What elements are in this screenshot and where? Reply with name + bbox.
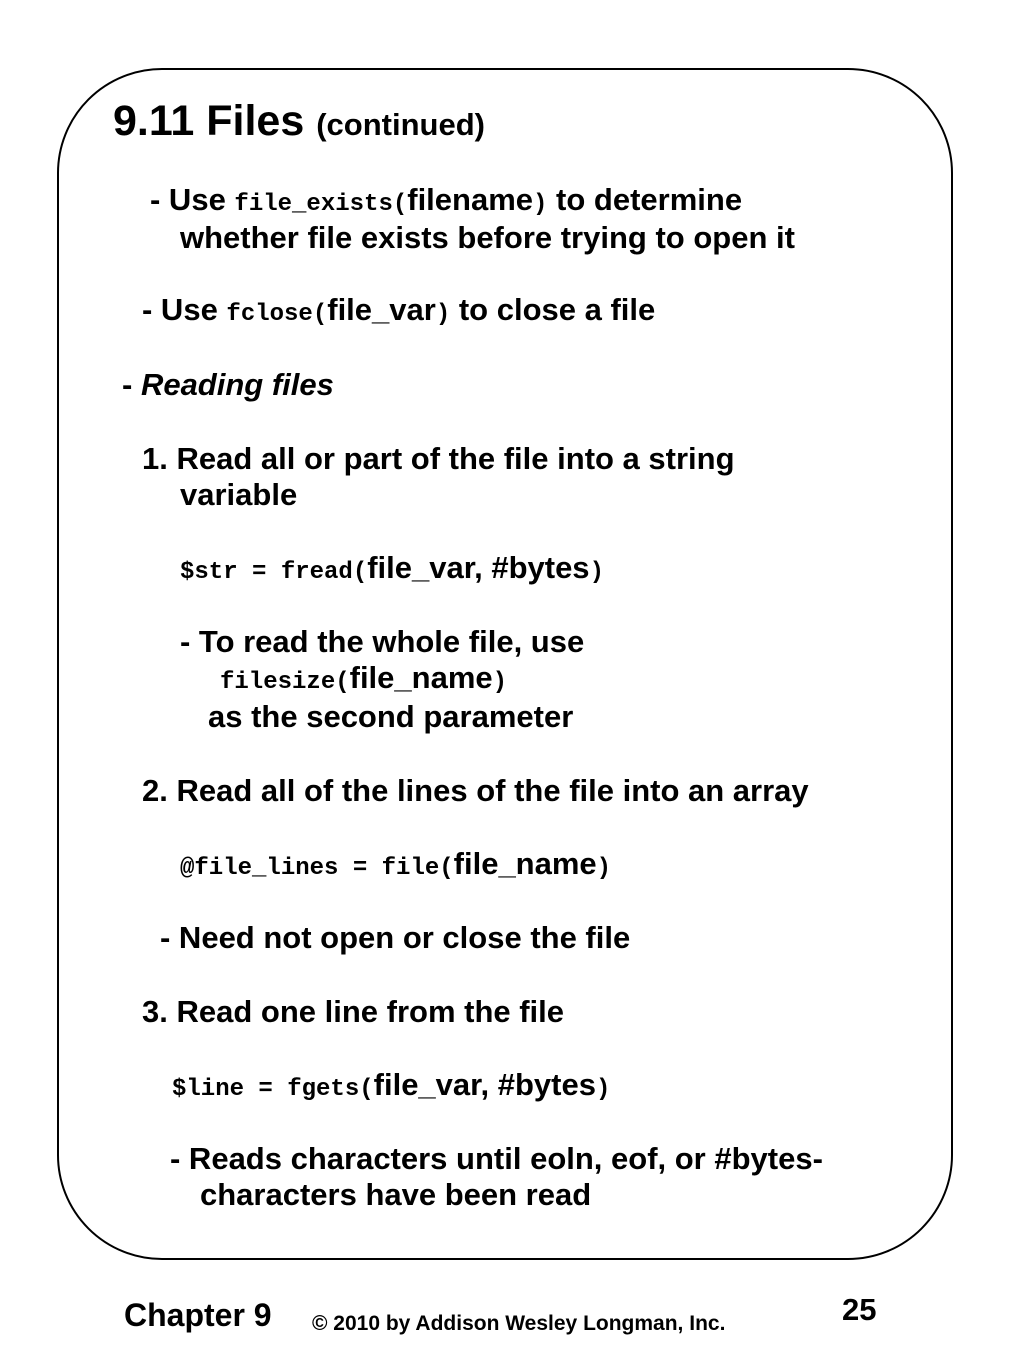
file-exists-line2: whether file exists before trying to open it xyxy=(180,220,795,255)
file-close: ) xyxy=(596,855,612,882)
reading-label: Reading files xyxy=(140,367,334,402)
fclose-close: ) xyxy=(435,301,451,328)
item1-note-line1: - To read the whole file, use xyxy=(180,624,585,659)
item2-code xyxy=(180,846,611,887)
item1-line1: 1. Read all or part of the file into a string xyxy=(142,441,735,476)
item1-note-code xyxy=(220,660,507,701)
fread-param: file_var, #bytes xyxy=(367,550,590,585)
filesize-close: ) xyxy=(492,669,508,696)
file-exists-suffix: to determine xyxy=(547,182,743,217)
fgets-param: file_var, #bytes xyxy=(373,1067,596,1102)
item1-line2: variable xyxy=(180,477,298,512)
footer-page-number: 25 xyxy=(842,1292,877,1327)
file-exists-prefix: - Use xyxy=(150,182,235,217)
file-exists-code: file_exists( xyxy=(234,191,408,218)
item1-note-line3: as the second parameter xyxy=(208,699,574,734)
item1-code xyxy=(180,550,604,591)
reading-dash: - xyxy=(122,367,141,402)
item3-note-line2: characters have been read xyxy=(200,1177,592,1212)
fclose-suffix: to close a file xyxy=(450,292,656,327)
fclose-code: fclose( xyxy=(226,301,328,328)
footer-copyright: © 2010 by Addison Wesley Longman, Inc. xyxy=(312,1312,726,1335)
fgets-close: ) xyxy=(595,1076,611,1103)
fread-code: $str = fread( xyxy=(180,559,368,586)
item2-note: - Need not open or close the file xyxy=(160,920,631,955)
filesize-param: file_name xyxy=(349,660,493,695)
fclose-prefix: - Use xyxy=(142,292,227,327)
file-exists-line xyxy=(150,182,742,223)
title-suffix: (continued) xyxy=(316,107,485,142)
item2-line1: 2. Read all of the lines of the file into an array xyxy=(142,773,809,808)
file-exists-param: filename xyxy=(407,182,534,217)
filesize-code: filesize( xyxy=(220,669,350,696)
item3-line1: 3. Read one line from the file xyxy=(142,994,565,1029)
file-code: @file_lines = file( xyxy=(180,855,454,882)
slide-title xyxy=(113,96,485,150)
file-exists-close: ) xyxy=(533,191,548,218)
fgets-code: $line = fgets( xyxy=(172,1076,374,1103)
fclose-param: file_var xyxy=(327,292,436,327)
fclose-line xyxy=(142,292,655,333)
footer-chapter: Chapter 9 xyxy=(124,1297,272,1333)
fread-close: ) xyxy=(589,559,604,586)
title-text: 9.11 Files xyxy=(113,97,305,145)
item3-note-line1: - Reads characters until eoln, eof, or #bytes- xyxy=(170,1141,823,1176)
file-param: file_name xyxy=(453,846,597,881)
item3-code xyxy=(172,1067,610,1108)
reading-files-heading xyxy=(122,367,334,403)
